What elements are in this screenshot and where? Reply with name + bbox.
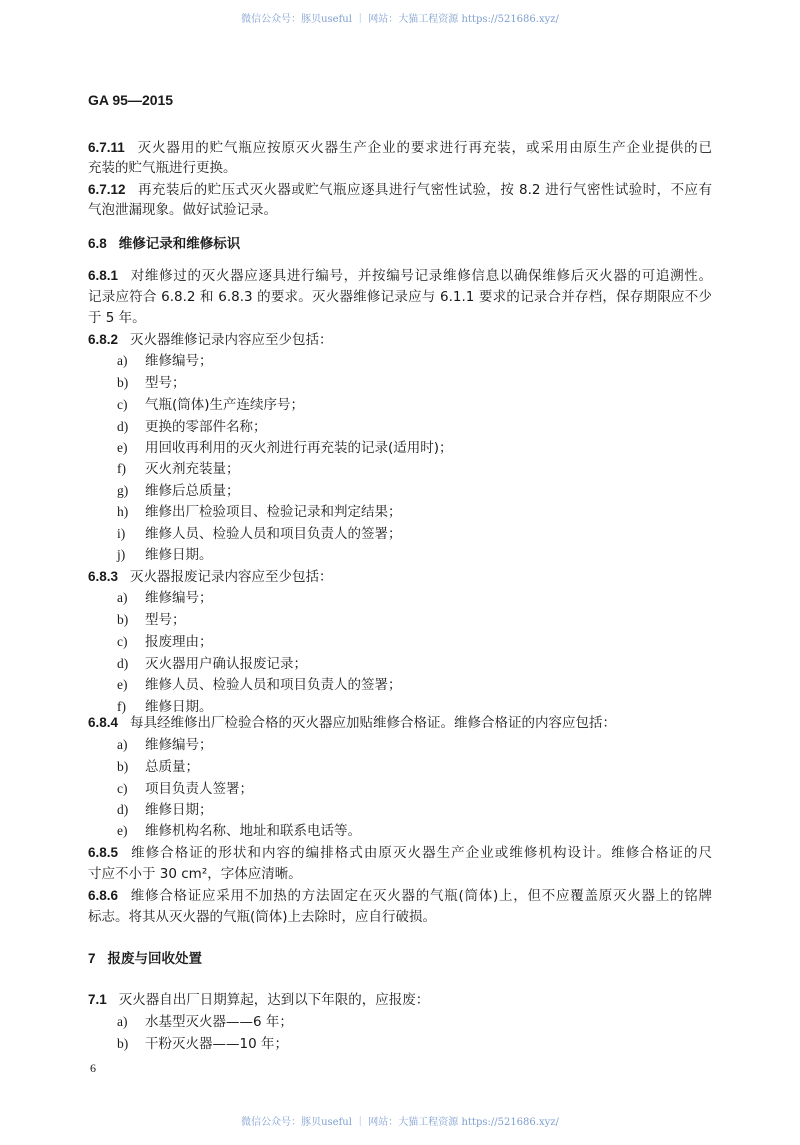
list-item-label: c) — [117, 397, 128, 412]
text-line — [88, 158, 712, 178]
clause-number: 6.8 — [88, 236, 107, 251]
text-line — [88, 308, 712, 328]
clause-number: 6.8.1 — [88, 268, 119, 283]
list-item — [117, 1012, 293, 1032]
list-item-label: d) — [117, 802, 129, 817]
section-heading: 报废与回收处置 — [107, 951, 203, 967]
list-item-text: 维修编号； — [145, 737, 213, 753]
list-item-label: c) — [117, 781, 128, 796]
document-header: GA 95—2015 — [88, 92, 174, 108]
list-item-text: 维修日期。 — [145, 547, 213, 563]
list-item-text: 维修编号； — [145, 590, 213, 606]
list-item — [117, 481, 240, 501]
list-item-label: d) — [117, 419, 129, 434]
list-item-text: 气瓶(筒体)生产连续序号； — [145, 397, 305, 413]
clause-number: 6.7.11 — [88, 140, 125, 155]
clause-line — [88, 843, 712, 863]
list-item — [117, 438, 453, 458]
list-item-text: 总质量； — [145, 759, 199, 775]
text-line — [88, 864, 712, 884]
list-item-text: 水基型灭火器——6 年； — [145, 1014, 293, 1030]
clause-text: 于 5 年。 — [88, 310, 146, 326]
clause-number: 6.8.2 — [88, 332, 119, 347]
list-item — [117, 459, 240, 479]
clause-text: 灭火器维修记录内容应至少包括： — [130, 332, 333, 348]
clause-line — [88, 180, 712, 200]
clause-text: 灭火器报废记录内容应至少包括： — [130, 569, 333, 585]
list-item-text: 灭火剂充装量； — [145, 461, 240, 477]
list-item — [117, 675, 402, 695]
clause-text: 气泡泄漏现象。做好试验记录。 — [88, 202, 277, 218]
clause-text: 维修合格证应采用不加热的方法固定在灭火器的气瓶(筒体)上，但不应覆盖原灭火器上的铭牌 — [130, 888, 712, 904]
list-item-label: g) — [117, 483, 129, 498]
list-item-text: 灭火器用户确认报废记录； — [145, 656, 307, 672]
list-item-text: 型号； — [145, 375, 186, 391]
text-line — [88, 907, 712, 927]
clause-line — [88, 330, 712, 350]
list-item-label: f) — [117, 461, 126, 476]
list-item-text: 维修后总质量； — [145, 483, 240, 499]
clause-number: 6.8.3 — [88, 569, 119, 584]
list-item-label: b) — [117, 1036, 129, 1051]
list-item-label: j) — [117, 547, 126, 562]
list-item-label: b) — [117, 612, 129, 627]
list-item — [117, 632, 213, 652]
clause-number: 6.8.6 — [88, 888, 119, 903]
list-item-text: 维修出厂检验项目、检验记录和判定结果； — [145, 504, 402, 520]
list-item — [117, 610, 186, 630]
list-item-text: 维修机构名称、地址和联系电话等。 — [145, 823, 361, 839]
clause-line — [88, 138, 712, 158]
clause-number: 6.8.4 — [88, 715, 119, 730]
list-item-label: a) — [117, 737, 128, 752]
clause-number: 7 — [88, 951, 96, 966]
list-item-text: 更换的零部件名称； — [145, 419, 267, 435]
list-item-label: d) — [117, 656, 129, 671]
list-item-text: 干粉灭火器——10 年； — [145, 1036, 288, 1052]
list-item — [117, 654, 307, 674]
list-item — [117, 417, 267, 437]
clause-text: 记录应符合 6.8.2 和 6.8.3 的要求。灭火器维修记录应与 6.1.1 要求的记录合并存档，保存期限应不少 — [88, 289, 712, 305]
list-item-text: 项目负责人签署； — [145, 781, 253, 797]
list-item-label: e) — [117, 823, 128, 838]
clause-line — [88, 567, 712, 587]
list-item — [117, 1034, 288, 1054]
list-item-label: b) — [117, 375, 129, 390]
clause-text: 灭火器用的贮气瓶应按原灭火器生产企业的要求进行再充装，或采用由原生产企业提供的已 — [136, 140, 712, 156]
list-item-label: a) — [117, 353, 128, 368]
clause-line — [88, 886, 712, 906]
list-item-label: e) — [117, 440, 128, 455]
list-item — [117, 502, 402, 522]
list-item-text: 维修日期。 — [145, 699, 213, 715]
list-item-label: e) — [117, 677, 128, 692]
clause-line — [88, 990, 712, 1010]
watermark-bottom: 微信公众号：豚贝useful ｜ 网站：大猫工程资源 https://521686.xyz/ — [241, 1117, 559, 1128]
list-item-text: 维修人员、检验人员和项目负责人的签署； — [145, 677, 402, 693]
list-item-label: i) — [117, 526, 126, 541]
clause-text: 再充装后的贮压式灭火器或贮气瓶应逐具进行气密性试验，按 8.2 进行气密性试验时，不应有 — [137, 182, 712, 198]
list-item — [117, 800, 213, 820]
clause-number: 6.7.12 — [88, 182, 126, 197]
clause-number: 7.1 — [88, 992, 107, 1007]
list-item — [117, 524, 402, 544]
list-item-label: b) — [117, 759, 129, 774]
clause-text: 每具经维修出厂检验合格的灭火器应加贴维修合格证。维修合格证的内容应包括： — [130, 715, 617, 731]
list-item — [117, 395, 304, 415]
list-item — [117, 351, 213, 371]
clause-text: 寸应不小于 30 cm²，字体应清晰。 — [88, 866, 302, 882]
list-item — [117, 779, 253, 799]
clause-line — [88, 949, 712, 969]
watermark-top: 微信公众号：豚贝useful ｜ 网站：大猫工程资源 https://521686.xyz/ — [241, 14, 559, 25]
clause-text: 标志。将其从灭火器的气瓶(筒体)上去除时，应自行破损。 — [88, 909, 437, 925]
list-item-text: 报废理由； — [145, 634, 213, 650]
clause-text: 维修合格证的形状和内容的编排格式由原灭火器生产企业或维修机构设计。维修合格证的尺 — [130, 845, 712, 861]
clause-text: 灭火器自出厂日期算起，达到以下年限的，应报废： — [118, 992, 430, 1008]
list-item — [117, 821, 361, 841]
clause-text: 充装的贮气瓶进行更换。 — [88, 160, 237, 176]
clause-line — [88, 234, 712, 254]
clause-number: 6.8.5 — [88, 845, 119, 860]
page-number: 6 — [90, 1061, 96, 1075]
list-item — [117, 757, 199, 777]
list-item-text: 维修日期； — [145, 802, 213, 818]
list-item-label: f) — [117, 699, 126, 714]
list-item — [117, 588, 213, 608]
list-item-label: c) — [117, 634, 128, 649]
list-item-label: a) — [117, 1014, 128, 1029]
text-line — [88, 287, 712, 307]
clause-line — [88, 713, 712, 733]
clause-line — [88, 266, 712, 286]
list-item — [117, 735, 213, 755]
list-item-text: 维修人员、检验人员和项目负责人的签署； — [145, 526, 402, 542]
list-item-label: a) — [117, 590, 128, 605]
clause-text: 对维修过的灭火器应逐具进行编号，并按编号记录维修信息以确保维修后灭火器的可追溯性。 — [130, 268, 712, 284]
list-item-label: h) — [117, 504, 129, 519]
list-item-text: 型号； — [145, 612, 186, 628]
list-item-text: 维修编号； — [145, 353, 213, 369]
list-item — [117, 545, 213, 565]
list-item — [117, 373, 186, 393]
section-heading: 维修记录和维修标识 — [118, 236, 241, 252]
text-line — [88, 200, 712, 220]
list-item-text: 用回收再利用的灭火剂进行再充装的记录(适用时)； — [145, 440, 453, 456]
